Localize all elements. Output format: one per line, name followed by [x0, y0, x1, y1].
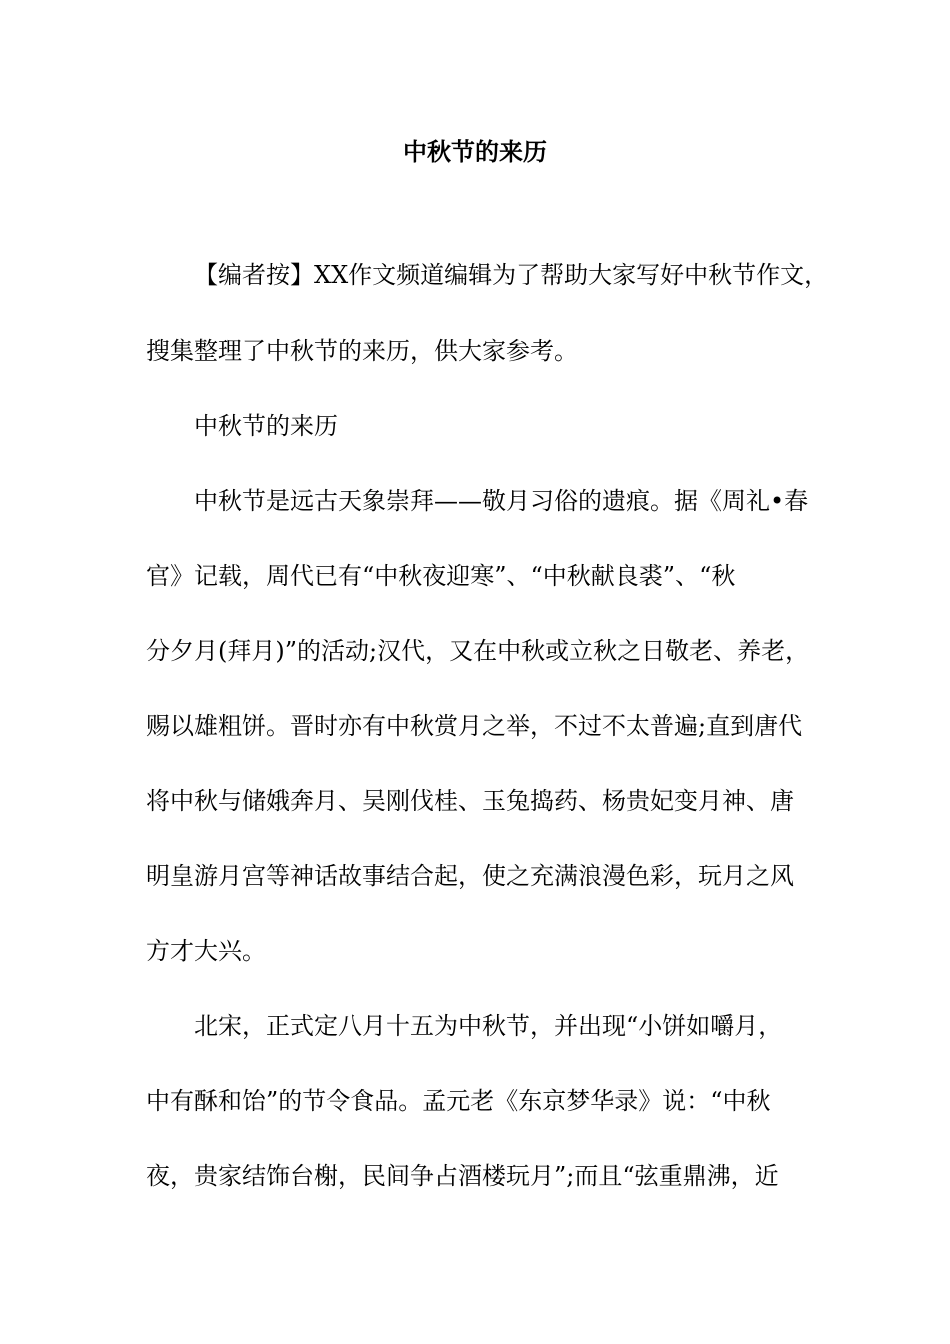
- page-title: 中秋节的来历: [403, 138, 547, 166]
- text-line-9: 明皇游月宫等神话故事结合起，使之充满浪漫色彩，玩月之风: [146, 862, 794, 890]
- text-line-2: 搜集整理了中秋节的来历，供大家参考。: [146, 337, 578, 365]
- text-line-5: 官》记载，周代已有“中秋夜迎寒”、“中秋献良裘”、“秋: [146, 562, 736, 590]
- text-line-8: 将中秋与储娥奔月、吴刚伐桂、玉兔捣药、杨贵妃变月神、唐: [146, 787, 794, 815]
- text-line-4: 中秋节是远古天象崇拜——敬月习俗的遗痕。据《周礼•春: [194, 487, 809, 515]
- text-line-10: 方才大兴。: [146, 937, 266, 965]
- text-line-13: 夜，贵家结饰台榭，民间争占酒楼玩月”;而且“弦重鼎沸，近: [146, 1162, 779, 1190]
- text-line-1: 【编者按】XX作文频道编辑为了帮助大家写好中秋节作文，: [194, 261, 829, 289]
- section-heading: 中秋节的来历: [194, 412, 338, 440]
- text-line-12: 中有酥和饴”的节令食品。孟元老《东京梦华录》说：“中秋: [146, 1087, 771, 1115]
- text-line-11: 北宋，正式定八月十五为中秋节，并出现“小饼如嚼月，: [194, 1012, 783, 1040]
- text-line-6: 分夕月(拜月)”的活动;汉代，又在中秋或立秋之日敬老、养老，: [146, 637, 810, 665]
- text-line-7: 赐以雄粗饼。晋时亦有中秋赏月之举，不过不太普遍;直到唐代: [146, 712, 803, 740]
